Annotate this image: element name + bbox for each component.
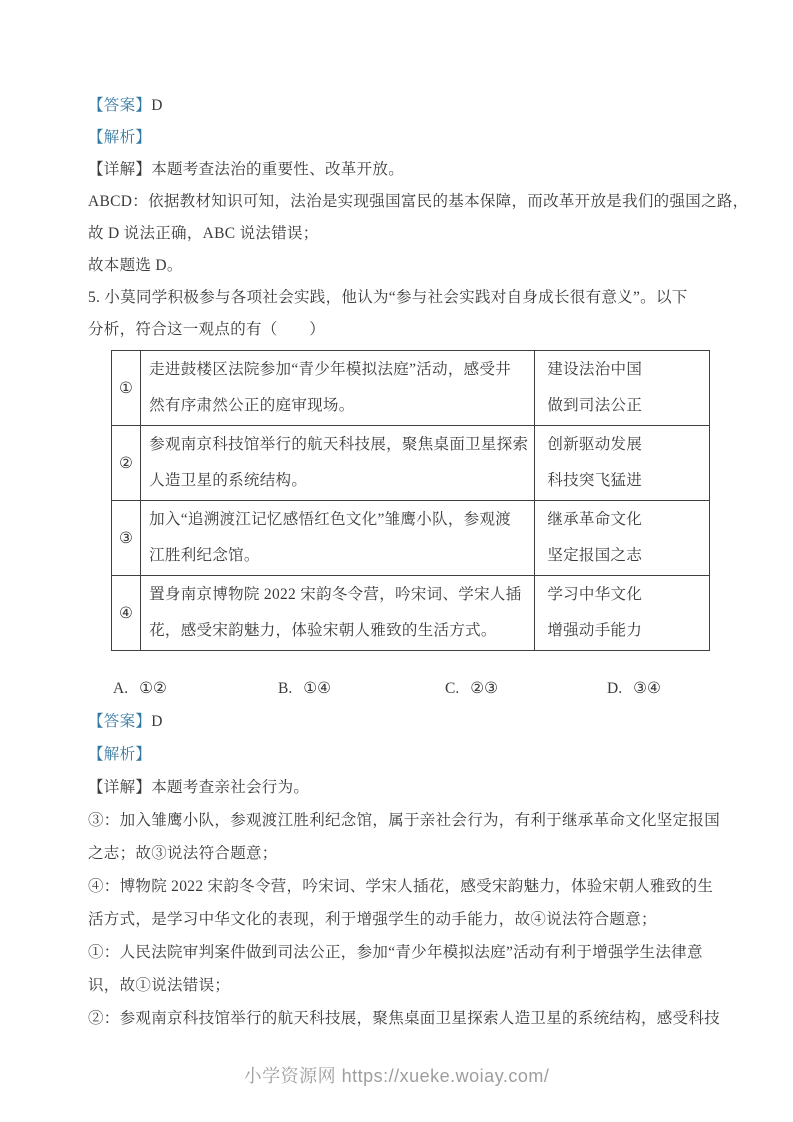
explanation-line: ④：博物院 2022 宋韵冬令营，吟宋词、学宋人插花，感受宋韵魅力，体验宋朝人雅致的生 — [88, 878, 714, 895]
option-a-label: A. — [113, 680, 129, 697]
activity-text: 江胜利纪念馆。 — [149, 547, 260, 564]
analysis-label: 【解析】 — [88, 746, 152, 763]
activity-text: 走进鼓楼区法院参加“青少年模拟法庭”活动，感受井 — [149, 361, 512, 378]
activity-text: 然有序肃然公正的庭审现场。 — [149, 397, 355, 414]
activity-cell — [141, 351, 535, 426]
table-row — [112, 351, 710, 426]
explanation-line: 活方式，是学习中华文化的表现，利于增强学生的动手能力，故④说法符合题意； — [88, 911, 657, 928]
table-row — [112, 426, 710, 501]
option-b-value: ①④ — [303, 680, 332, 697]
explanation-line: 故本题选 D。 — [88, 257, 183, 274]
question5-stem-line1: 5. 小莫同学积极参与各项社会实践，他认为“参与社会实践对自身成长很有意义”。以下 — [88, 289, 688, 306]
row-number-cell: ① — [112, 351, 141, 426]
row-number-cell: ② — [112, 426, 141, 501]
explanation-line: 之志；故③说法符合题意； — [88, 845, 278, 862]
activity-cell — [141, 501, 535, 576]
row-number-cell: ④ — [112, 576, 141, 651]
answer-label: 【答案】 — [88, 713, 152, 730]
document-content — [88, 90, 749, 1035]
point-text: 做到司法公正 — [547, 397, 643, 414]
table-row — [112, 501, 710, 576]
option-d — [607, 672, 661, 705]
option-d-label: D. — [607, 680, 623, 697]
point-text: 建设法治中国 — [547, 361, 643, 378]
point-cell — [535, 426, 710, 501]
point-text: 学习中华文化 — [547, 586, 643, 603]
detail-line-q4 — [88, 154, 710, 186]
question5-options — [88, 672, 710, 705]
point-text: 增强动手能力 — [547, 622, 643, 639]
row-number-cell: ③ — [112, 501, 141, 576]
option-a-value: ①② — [139, 680, 167, 697]
point-cell — [535, 351, 710, 426]
activity-text: 花，感受宋韵魅力，体验宋朝人雅致的生活方式。 — [149, 622, 497, 639]
option-c-value: ②③ — [470, 680, 499, 697]
point-cell — [535, 501, 710, 576]
point-text: 继承革命文化 — [547, 511, 643, 528]
detail-text: 本题考查法治的重要性、改革开放。 — [151, 161, 405, 178]
detail-line-q5 — [88, 771, 710, 804]
detail-label: 【详解】 — [88, 779, 152, 796]
option-d-value: ③④ — [633, 680, 661, 697]
option-c — [445, 672, 498, 705]
activity-text: 人造卫星的系统结构。 — [149, 472, 308, 489]
analysis-line-q4 — [88, 122, 710, 154]
detail-text: 本题考查亲社会行为。 — [151, 779, 310, 796]
option-a — [113, 672, 167, 705]
answer-value: D — [151, 97, 163, 114]
point-text: 坚定报国之志 — [547, 547, 643, 564]
option-b — [278, 672, 331, 705]
question5-stem-line2: 分析，符合这一观点的有（ ） — [88, 321, 326, 338]
answer-line-q4 — [88, 90, 710, 122]
explanation-line: ①：人民法院审判案件做到司法公正，参加“青少年模拟法庭”活动有利于增强学生法律意 — [88, 944, 703, 961]
answer-value: D — [151, 713, 163, 730]
point-cell — [535, 576, 710, 651]
site-watermark: 小学资源网 https://xueke.woiay.com/ — [243, 1066, 550, 1086]
explanation-line: 故 D 说法正确，ABC 说法错误； — [88, 225, 319, 242]
answer-line-q5 — [88, 705, 710, 738]
activity-cell — [141, 576, 535, 651]
table-row — [112, 576, 710, 651]
option-c-label: C. — [445, 680, 460, 697]
point-text: 创新驱动发展 — [547, 436, 643, 453]
explanation-line: ②：参观南京科技馆举行的航天科技展，聚焦桌面卫星探索人造卫星的系统结构，感受科技 — [88, 1010, 721, 1027]
activity-text: 加入“追溯渡江记忆感悟红色文化”雏鹰小队，参观渡 — [149, 511, 512, 528]
activity-text: 参观南京科技馆举行的航天科技展，聚焦桌面卫星探索 — [149, 436, 529, 453]
question5-table — [111, 350, 710, 651]
explanation-line: ③：加入雏鹰小队，参观渡江胜利纪念馆，属于亲社会行为，有利于继承革命文化坚定报国 — [88, 812, 721, 829]
point-text: 科技突飞猛进 — [547, 472, 643, 489]
answer-label: 【答案】 — [88, 97, 152, 114]
explanation-line: ABCD：依据教材知识可知，法治是实现强国富民的基本保障，而改革开放是我们的强国之路， — [88, 193, 749, 210]
explanation-line: 识，故①说法错误； — [88, 977, 231, 994]
activity-text: 置身南京博物院 2022 宋韵冬令营，吟宋词、学宋人插 — [149, 586, 522, 603]
analysis-label: 【解析】 — [88, 129, 152, 146]
analysis-line-q5 — [88, 738, 710, 771]
option-b-label: B. — [278, 680, 293, 697]
activity-cell — [141, 426, 535, 501]
detail-label: 【详解】 — [88, 161, 152, 178]
